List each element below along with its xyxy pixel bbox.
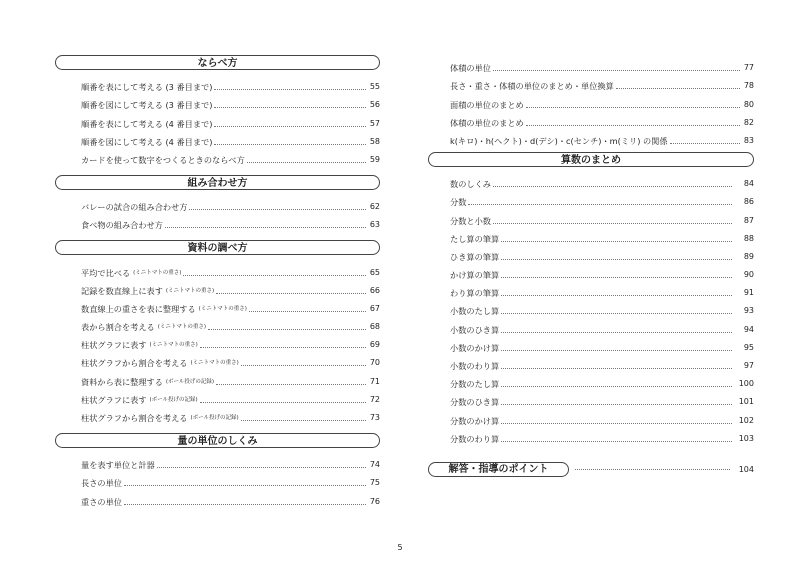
entry-title: 長さの単位 <box>81 478 122 489</box>
page-number: 104 <box>738 465 754 475</box>
entry-title: 重さの単位 <box>81 496 122 507</box>
toc-entry[interactable] <box>428 298 754 316</box>
entry-title: 順番を表にして考える (3 番目まで) <box>81 82 213 93</box>
entry-title: 小数のわり算 <box>450 361 500 371</box>
dot-leader <box>501 350 732 351</box>
dot-leader <box>241 365 366 366</box>
page-number: 62 <box>369 202 380 212</box>
page-number: 95 <box>743 342 754 352</box>
page-number: 94 <box>743 324 754 334</box>
dot-leader <box>200 347 366 348</box>
section-header-answers: 解答・指導のポイント <box>428 462 569 477</box>
toc-entry[interactable] <box>428 189 754 207</box>
page-footer-number: 5 <box>397 543 403 552</box>
entry-title: 面積の単位のまとめ <box>450 99 524 110</box>
page-number: 80 <box>743 99 754 109</box>
toc-entry[interactable] <box>428 262 754 280</box>
entry-title: カードを使って数字をつくるときのならべ方 <box>81 154 245 165</box>
dot-leader <box>526 107 740 108</box>
entry-title: 柱状グラフに表す <box>81 394 147 405</box>
entry-title: 分数と小数 <box>450 215 491 226</box>
toc-entry[interactable] <box>55 129 380 147</box>
toc-entry[interactable] <box>428 371 754 389</box>
toc-entry[interactable] <box>55 387 380 405</box>
dot-leader <box>501 423 732 424</box>
entry-title: 資料から表に整理する <box>81 376 163 387</box>
entry-title: 体積の単位のまとめ <box>450 117 524 128</box>
page-number: 70 <box>369 358 380 368</box>
entry-title: 平均で比べる <box>81 267 131 278</box>
dot-leader <box>501 368 732 369</box>
page-number: 68 <box>369 322 380 332</box>
toc-entry[interactable] <box>428 353 754 371</box>
toc-entry[interactable] <box>428 335 754 353</box>
toc-entry[interactable] <box>55 368 380 386</box>
page-number: 58 <box>369 136 380 146</box>
page-number: 84 <box>743 179 754 189</box>
dot-leader <box>189 209 366 210</box>
toc-entry[interactable] <box>55 405 380 423</box>
page-number: 86 <box>743 197 754 207</box>
toc-entry[interactable] <box>428 280 754 298</box>
entry-subtitle: (ミニトマトの重さ) <box>190 360 239 367</box>
section-header-kumiawase: 組み合わせ方 <box>55 175 380 190</box>
toc-entry[interactable] <box>428 244 754 262</box>
dot-leader <box>165 227 366 228</box>
entry-title: わり算の筆算 <box>450 288 500 299</box>
page-number: 82 <box>743 117 754 127</box>
page-number: 75 <box>369 478 380 488</box>
page-number: 83 <box>743 135 754 145</box>
toc-entry[interactable] <box>55 259 380 277</box>
page-number: 89 <box>743 251 754 261</box>
dot-leader <box>241 420 366 421</box>
toc-entry[interactable] <box>55 194 380 212</box>
entry-title: 食べ物の組み合わせ方 <box>81 220 163 231</box>
dot-leader <box>247 162 366 163</box>
entry-subtitle: (ボール投げの記録) <box>165 378 215 385</box>
page-number: 90 <box>743 270 754 280</box>
dot-leader <box>501 404 732 405</box>
entry-title: 分数のわり算 <box>450 433 500 444</box>
page-number: 88 <box>743 233 754 243</box>
dot-leader <box>216 384 366 385</box>
page-number: 69 <box>369 340 380 350</box>
toc-entry[interactable] <box>55 332 380 350</box>
section-header-sansu-matome: 算数のまとめ <box>428 152 754 167</box>
entry-title: 長さ・重さ・体積の単位のまとめ・単位換算 <box>450 81 614 92</box>
entry-title: 柱状グラフに表す <box>81 340 147 351</box>
toc-entry[interactable] <box>428 171 754 189</box>
entry-subtitle: (ミニトマトの重さ) <box>157 324 206 331</box>
page-number: 76 <box>369 496 380 506</box>
page-number: 101 <box>738 397 754 407</box>
section-header-tani: 量の単位のしくみ <box>55 433 380 448</box>
entry-title: 順番を図にして考える (3 番目まで) <box>81 100 213 111</box>
page-number: 97 <box>743 361 754 370</box>
toc-entry[interactable] <box>55 92 380 110</box>
entry-title: たし算の筆算 <box>450 233 500 244</box>
page-number: 56 <box>369 100 380 110</box>
entry-title: k(キロ)・h(ヘクト)・d(デシ)・c(センチ)・m(ミリ) の関係 <box>450 135 668 146</box>
toc-entry[interactable] <box>55 350 380 368</box>
page-number: 66 <box>369 285 380 295</box>
entry-subtitle: (ミニトマトの重さ) <box>165 287 215 294</box>
section-header-narabekata: ならべ方 <box>55 55 380 70</box>
toc-entry[interactable] <box>55 314 380 332</box>
page-number: 63 <box>369 220 380 230</box>
dot-leader <box>214 89 366 90</box>
entry-title: 体積の単位 <box>450 63 491 74</box>
dot-leader <box>200 402 366 403</box>
dot-leader <box>124 504 366 505</box>
dot-leader <box>208 329 366 330</box>
toc-entry[interactable] <box>55 212 380 230</box>
toc-entry[interactable] <box>428 91 754 109</box>
dot-leader <box>501 441 732 442</box>
page-number: 73 <box>369 413 380 422</box>
dot-leader <box>501 313 732 314</box>
dot-leader <box>214 144 366 145</box>
entry-title: 小数のたし算 <box>450 306 500 317</box>
dot-leader <box>249 311 366 312</box>
page-number: 57 <box>369 118 380 128</box>
entry-subtitle: (ミニトマトの重さ) <box>198 305 247 312</box>
entry-title: 柱状グラフから割合を考える <box>81 413 188 423</box>
dot-leader <box>214 126 366 127</box>
toc-entry[interactable] <box>428 110 754 128</box>
right-column <box>428 55 754 478</box>
toc-entry[interactable] <box>428 226 754 244</box>
dot-leader <box>157 467 366 468</box>
toc-entry[interactable] <box>55 74 380 92</box>
toc-entry[interactable] <box>428 316 754 334</box>
page-number: 93 <box>743 306 754 316</box>
toc-entry[interactable] <box>55 147 380 165</box>
entry-title: 分数 <box>450 197 467 208</box>
toc-entry[interactable] <box>55 470 380 488</box>
toc-entry[interactable] <box>428 407 754 425</box>
entry-subtitle: (ミニトマトの重さ) <box>133 269 182 276</box>
entry-title: バレーの試合の組み合わせ方 <box>81 202 188 213</box>
entry-title: 小数のかけ算 <box>450 342 500 353</box>
entry-title: 表から割合を考える <box>81 322 155 333</box>
dot-leader <box>214 107 366 108</box>
left-column <box>55 55 380 507</box>
toc-entry[interactable] <box>55 488 380 506</box>
page-number: 71 <box>369 376 380 386</box>
dot-leader <box>501 277 732 278</box>
page-number: 67 <box>369 303 380 313</box>
dot-leader <box>616 88 740 89</box>
toc-entry[interactable] <box>428 55 754 73</box>
toc-entry[interactable] <box>55 278 380 296</box>
dot-leader <box>575 469 730 470</box>
entry-title: 小数のひき算 <box>450 324 500 335</box>
entry-subtitle: (ボール投げの記録) <box>190 415 239 421</box>
dot-leader <box>216 293 366 294</box>
toc-entry[interactable] <box>428 426 754 444</box>
entry-title: 順番を図にして考える (4 番目まで) <box>81 136 213 147</box>
dot-leader <box>493 223 732 224</box>
page-number: 72 <box>369 394 380 404</box>
dot-leader <box>493 70 740 71</box>
entry-title: 順番を表にして考える (4 番目まで) <box>81 118 213 129</box>
page-number: 100 <box>738 379 754 389</box>
page-number: 77 <box>743 63 754 73</box>
entry-title: 柱状グラフから割合を考える <box>81 358 188 369</box>
entry-subtitle: (ボール投げの記録) <box>149 396 198 403</box>
entry-title: 記録を数直線上に表す <box>81 285 163 296</box>
entry-title: かけ算の筆算 <box>450 270 500 281</box>
page-number: 91 <box>743 288 754 298</box>
dot-leader <box>670 143 740 144</box>
page-number: 102 <box>738 415 754 425</box>
entry-title: 分数のひき算 <box>450 397 500 408</box>
toc-entry[interactable] <box>428 128 754 146</box>
toc-entry[interactable] <box>55 296 380 314</box>
entry-title: 分数のたし算 <box>450 379 500 390</box>
page-number: 65 <box>369 267 380 277</box>
dot-leader <box>124 485 366 486</box>
entry-title: ひき算の筆算 <box>450 251 500 262</box>
entry-title: 分数のかけ算 <box>450 415 500 426</box>
page-number: 78 <box>743 81 754 91</box>
page-number: 87 <box>743 215 754 225</box>
answers-entry[interactable] <box>428 462 754 478</box>
dot-leader <box>526 125 740 126</box>
section-header-shiryo: 資料の調べ方 <box>55 240 380 255</box>
toc-entry[interactable] <box>55 452 380 470</box>
toc-entry[interactable] <box>428 207 754 225</box>
page-number: 103 <box>738 433 754 443</box>
toc-entry[interactable] <box>428 73 754 91</box>
entry-subtitle: (ミニトマトの重さ) <box>149 342 198 349</box>
entry-title: 数のしくみ <box>450 179 491 190</box>
dot-leader <box>501 295 732 296</box>
toc-entry[interactable] <box>428 389 754 407</box>
dot-leader <box>501 259 732 260</box>
dot-leader <box>468 204 732 205</box>
page-number: 74 <box>369 460 380 470</box>
dot-leader <box>501 332 732 333</box>
dot-leader <box>183 275 366 276</box>
entry-title: 量を表す単位と計器 <box>81 460 155 471</box>
dot-leader <box>501 386 732 387</box>
dot-leader <box>501 241 732 242</box>
toc-entry[interactable] <box>55 110 380 128</box>
dot-leader <box>493 186 732 187</box>
page-number: 55 <box>369 82 380 92</box>
page-number: 59 <box>369 154 380 164</box>
entry-title: 数直線上の重さを表に整理する <box>81 303 196 314</box>
